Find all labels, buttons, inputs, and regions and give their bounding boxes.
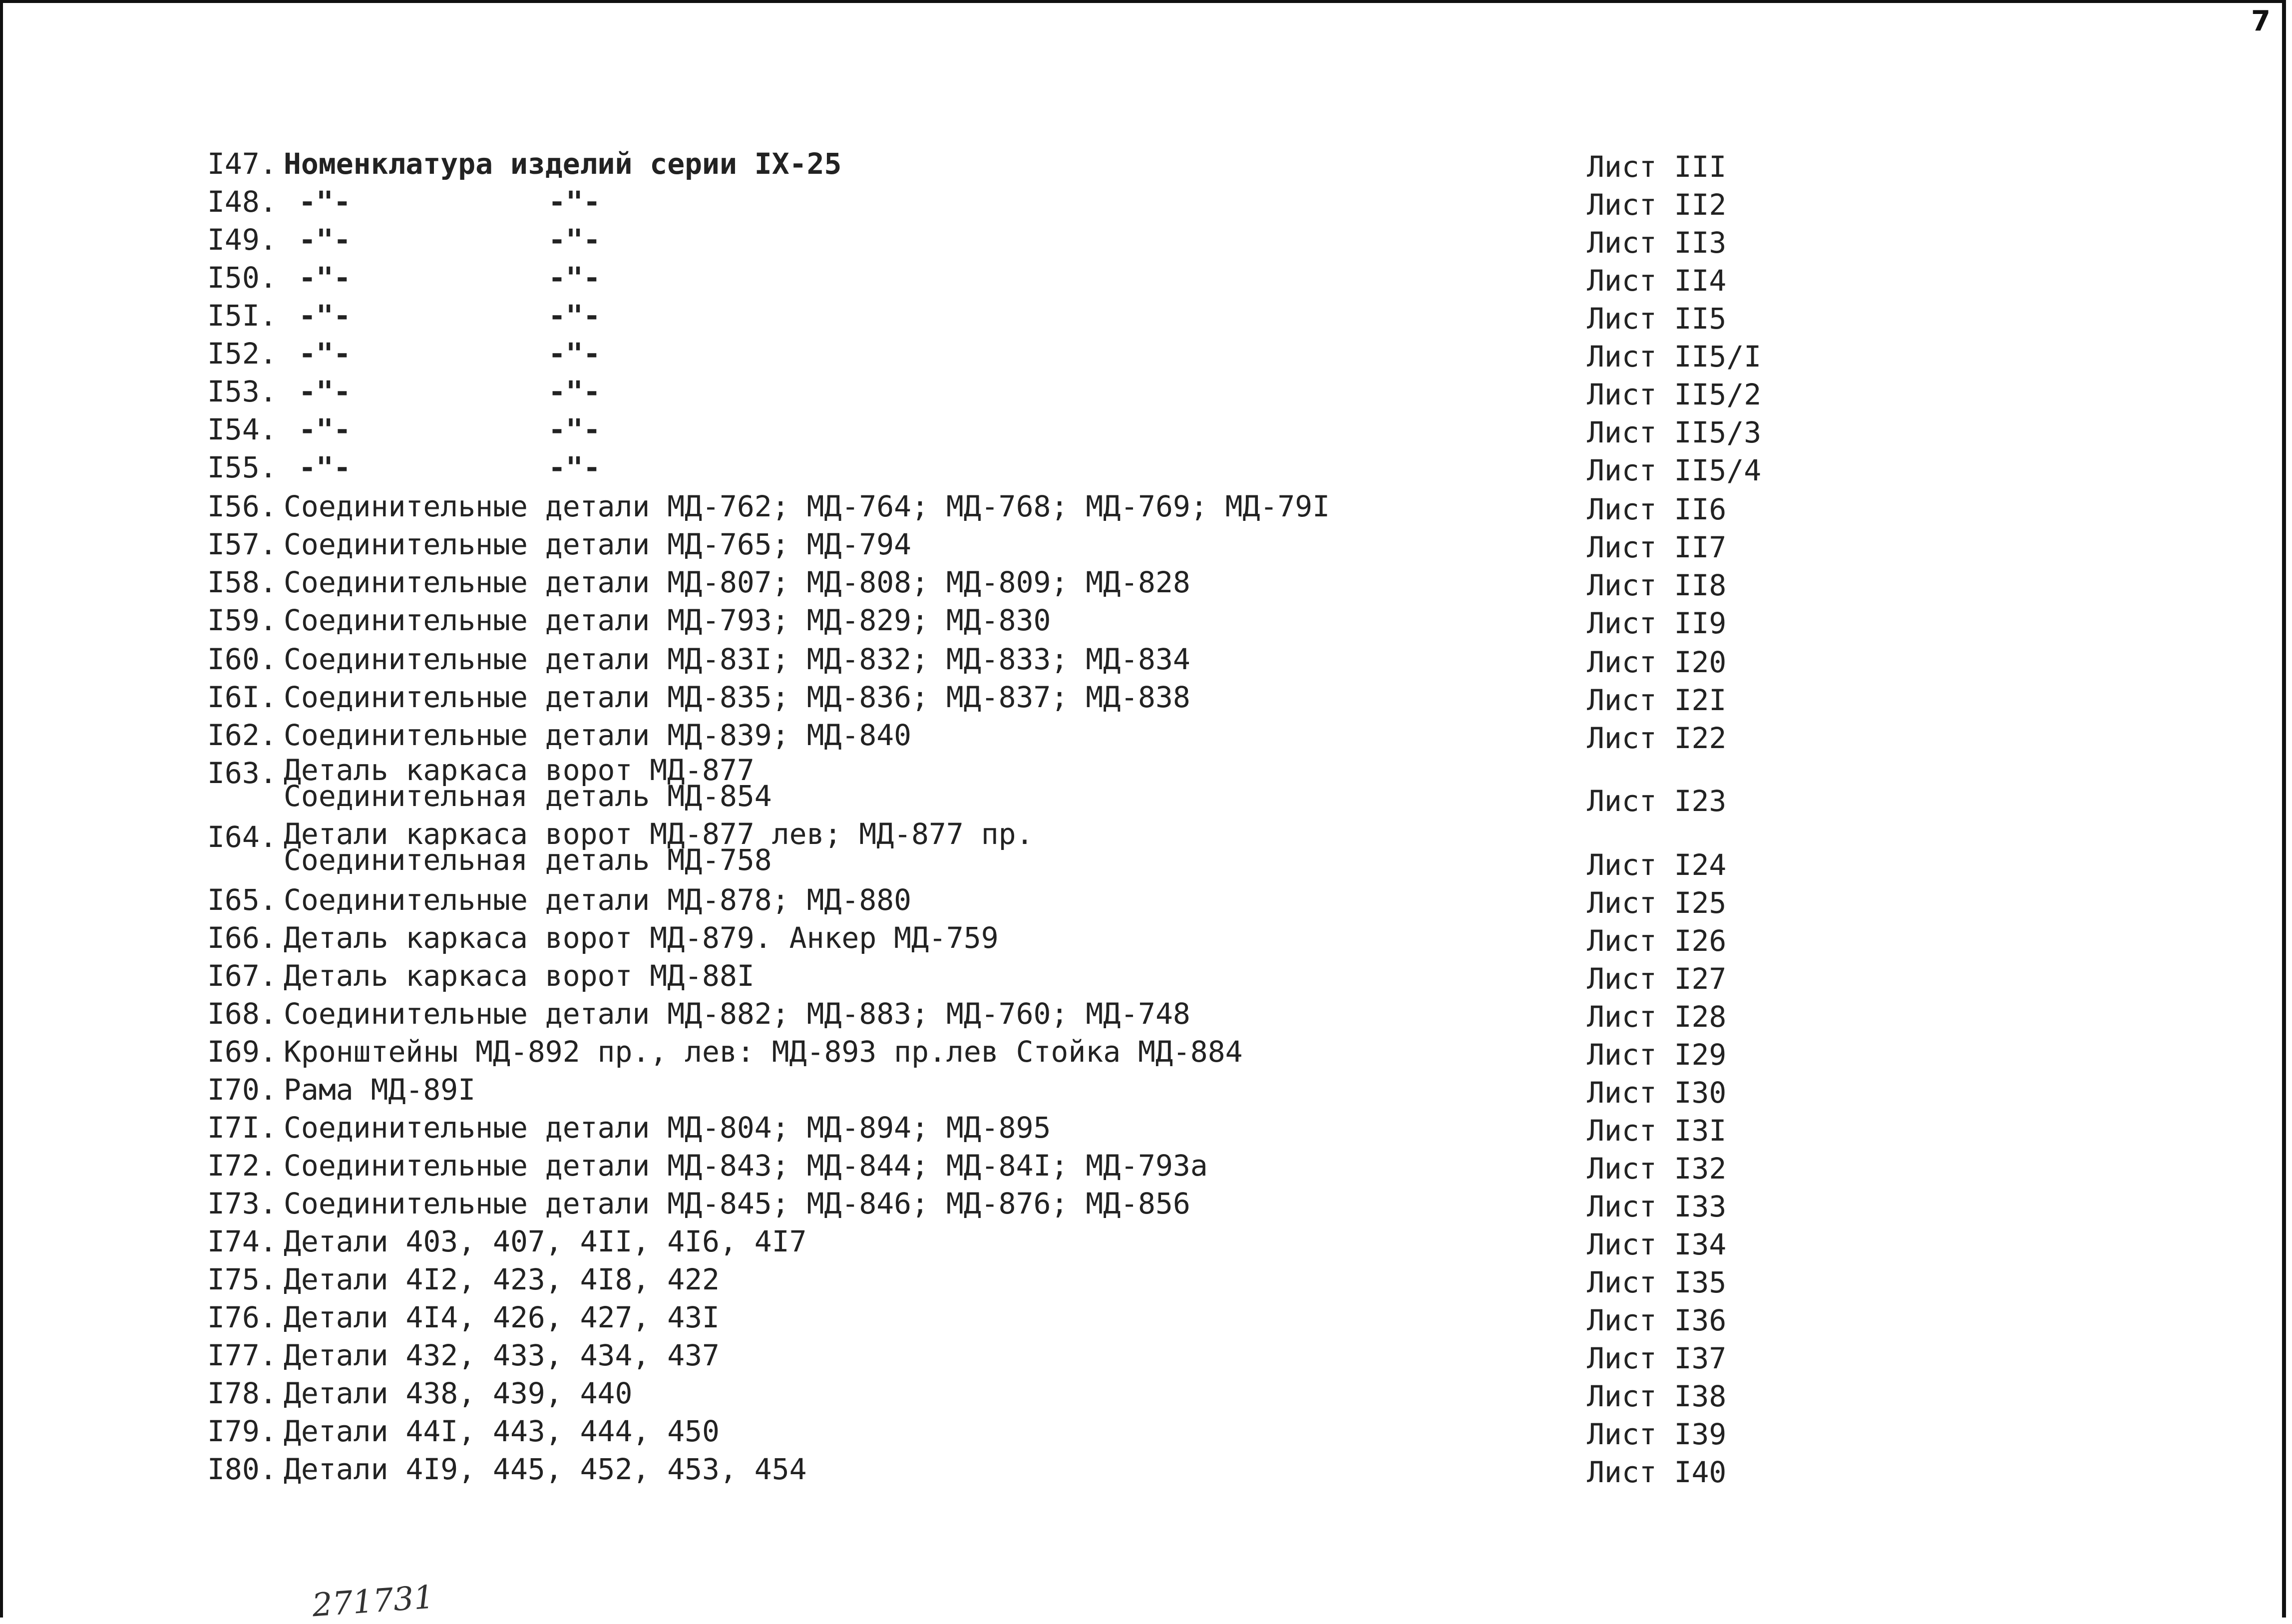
list-item: [0, 1377, 2292, 1412]
item-title: Детали 438, 439, 440: [284, 1376, 633, 1410]
item-sheet: Лист II7: [1587, 530, 1727, 564]
list-item: [0, 1225, 2292, 1260]
item-number: I70.: [207, 1073, 277, 1107]
item-sheet: Лист II2: [1587, 188, 1727, 222]
item-number: I72.: [207, 1149, 277, 1183]
item-sheet: Лист I28: [1587, 1000, 1727, 1034]
item-number: I76.: [207, 1300, 277, 1334]
list-item: [0, 643, 2292, 678]
list-item: [0, 1263, 2292, 1298]
item-title: Соединительные детали МД-793; МД-829; МД-830: [284, 603, 1051, 637]
item-sheet: Лист II3: [1587, 226, 1727, 260]
item-sheet: Лист I2I: [1587, 683, 1727, 717]
item-title: Соединительные детали МД-807; МД-808; МД-809; МД-828: [284, 565, 1190, 599]
item-sheet: Лист II5/3: [1587, 415, 1762, 449]
item-number: I59.: [207, 603, 277, 637]
ditto-mark: -"-: [548, 185, 601, 219]
list-item: [0, 1415, 2292, 1450]
item-sheet: Лист I40: [1587, 1455, 1727, 1489]
item-title: Соединительные детали МД-765; МД-794: [284, 527, 912, 561]
ditto-mark: -"-: [299, 185, 351, 219]
list-item: [0, 1150, 2292, 1185]
item-title: Номенклатура изделий серии IX-25: [284, 147, 842, 181]
item-sheet: Лист II5/2: [1587, 378, 1762, 411]
list-item: [0, 262, 2292, 297]
list-item: [0, 719, 2292, 754]
item-sheet: Лист I23: [1587, 784, 1727, 818]
list-item: [0, 998, 2292, 1033]
item-title: Детали 4I2, 423, 4I8, 422: [284, 1262, 720, 1296]
ditto-mark: -"-: [548, 412, 601, 446]
item-sheet: Лист II4: [1587, 264, 1727, 298]
item-number: I53.: [207, 375, 277, 408]
item-title: [284, 753, 772, 813]
ditto-mark: -"-: [548, 375, 601, 408]
item-number: I80.: [207, 1452, 277, 1486]
item-number: I79.: [207, 1414, 277, 1448]
ditto-mark: -"-: [299, 337, 351, 371]
ditto-mark: -"-: [299, 412, 351, 446]
item-number: I64.: [207, 820, 277, 854]
item-title: Соединительные детали МД-835; МД-836; МД-837; МД-838: [284, 680, 1190, 714]
item-number: I55.: [207, 450, 277, 484]
item-sheet: Лист I22: [1587, 721, 1727, 755]
list-item: [0, 1301, 2292, 1336]
item-title: [284, 817, 1034, 877]
list-item: [0, 753, 2292, 818]
item-sheet: Лист I24: [1587, 848, 1727, 882]
corner-mark: 7: [2251, 5, 2271, 37]
item-sheet: Лист II9: [1587, 606, 1727, 640]
item-title: Деталь каркаса ворот МД-88I: [284, 959, 755, 993]
item-number: I57.: [207, 527, 277, 561]
item-sheet: Лист II6: [1587, 492, 1727, 526]
ditto-mark: -"-: [299, 261, 351, 295]
list-item: [0, 681, 2292, 716]
item-sheet: Лист I37: [1587, 1341, 1727, 1375]
item-sheet: Лист II5/I: [1587, 340, 1762, 374]
item-number: I75.: [207, 1262, 277, 1296]
item-title: Рама МД-89I: [284, 1073, 476, 1107]
item-number: I47.: [207, 147, 277, 181]
item-title: Детали 44I, 443, 444, 450: [284, 1414, 720, 1448]
item-number: I78.: [207, 1376, 277, 1410]
ditto-mark: -"-: [548, 450, 601, 484]
item-number: I7I.: [207, 1111, 277, 1145]
item-number: I48.: [207, 185, 277, 219]
item-title: Детали 432, 433, 434, 437: [284, 1338, 720, 1372]
item-title-line: Соединительная деталь МД-758: [284, 843, 772, 877]
list-item: [0, 224, 2292, 259]
item-sheet: Лист I3I: [1587, 1114, 1727, 1148]
list-item: [0, 338, 2292, 373]
list-item: [0, 451, 2292, 486]
item-title: Соединительные детали МД-882; МД-883; МД-760; МД-748: [284, 997, 1190, 1031]
item-title: Соединительные детали МД-804; МД-894; МД-895: [284, 1111, 1051, 1145]
item-sheet: Лист I25: [1587, 886, 1727, 920]
ditto-mark: -"-: [548, 299, 601, 333]
item-title: Детали 4I9, 445, 452, 453, 454: [284, 1452, 807, 1486]
item-number: I56.: [207, 489, 277, 523]
item-number: I6I.: [207, 680, 277, 714]
list-item: [0, 300, 2292, 335]
item-sheet: Лист I33: [1587, 1190, 1727, 1223]
item-title-line: Деталь каркаса ворот МД-877: [284, 753, 755, 787]
list-item: [0, 1036, 2292, 1071]
item-title: Соединительные детали МД-762; МД-764; МД-768; МД-769; МД-79I: [284, 489, 1330, 523]
ditto-mark: -"-: [548, 261, 601, 295]
item-title: Соединительные детали МД-843; МД-844; МД-84I; МД-793а: [284, 1149, 1208, 1183]
ditto-mark: -"-: [548, 337, 601, 371]
item-title: Деталь каркаса ворот МД-879. Анкер МД-759: [284, 921, 999, 955]
item-sheet: Лист III: [1587, 150, 1727, 184]
item-sheet: Лист I36: [1587, 1303, 1727, 1337]
item-sheet: Лист I30: [1587, 1076, 1727, 1110]
list-item: [0, 884, 2292, 919]
list-item: [0, 490, 2292, 525]
item-number: I50.: [207, 261, 277, 295]
item-title: Кронштейны МД-892 пр., лев: МД-893 пр.лев Стойка МД-884: [284, 1035, 1243, 1069]
item-number: I74.: [207, 1224, 277, 1258]
item-number: I65.: [207, 883, 277, 917]
item-number: I68.: [207, 997, 277, 1031]
item-sheet: Лист I32: [1587, 1152, 1727, 1186]
item-title: Соединительные детали МД-845; МД-846; МД-876; МД-856: [284, 1187, 1190, 1220]
item-number: I67.: [207, 959, 277, 993]
list-item: [0, 186, 2292, 221]
list-item: [0, 1453, 2292, 1488]
item-number: I49.: [207, 223, 277, 257]
item-sheet: Лист I27: [1587, 962, 1727, 996]
item-title: Соединительные детали МД-83I; МД-832; МД-833; МД-834: [284, 642, 1190, 676]
item-sheet: Лист I26: [1587, 924, 1727, 958]
item-sheet: Лист I38: [1587, 1379, 1727, 1413]
item-title: Детали 403, 407, 4II, 4I6, 4I7: [284, 1224, 807, 1258]
list-item: [0, 1188, 2292, 1222]
list-item: [0, 922, 2292, 957]
item-number: I66.: [207, 921, 277, 955]
handwritten-note: 271731: [311, 1579, 435, 1624]
list-item: [0, 604, 2292, 639]
item-sheet: Лист II5: [1587, 302, 1727, 336]
ditto-mark: -"-: [299, 375, 351, 408]
list-item: [0, 960, 2292, 995]
item-number: I54.: [207, 412, 277, 446]
item-number: I73.: [207, 1187, 277, 1220]
item-title: Детали 4I4, 426, 427, 43I: [284, 1300, 720, 1334]
item-title: Соединительные детали МД-878; МД-880: [284, 883, 912, 917]
item-sheet: Лист I20: [1587, 645, 1727, 679]
item-number: I63.: [207, 756, 277, 790]
item-number: I77.: [207, 1338, 277, 1372]
list-item: [0, 817, 2292, 882]
item-sheet: Лист II5/4: [1587, 453, 1762, 487]
item-sheet: Лист I34: [1587, 1227, 1727, 1261]
list-item: [0, 413, 2292, 448]
item-number: I69.: [207, 1035, 277, 1069]
item-title-line: Детали каркаса ворот МД-877 лев; МД-877 пр.: [284, 817, 1034, 851]
list-item: [0, 1074, 2292, 1109]
item-number: I62.: [207, 718, 277, 752]
list-item: [0, 566, 2292, 601]
item-sheet: Лист I39: [1587, 1417, 1727, 1451]
item-sheet: Лист II8: [1587, 568, 1727, 602]
item-number: I52.: [207, 337, 277, 371]
list-item: [0, 376, 2292, 410]
list-item: [0, 528, 2292, 563]
item-number: I5I.: [207, 299, 277, 333]
ditto-mark: -"-: [299, 299, 351, 333]
item-number: I60.: [207, 642, 277, 676]
item-number: I58.: [207, 565, 277, 599]
item-title-line: Соединительная деталь МД-854: [284, 779, 772, 813]
item-sheet: Лист I29: [1587, 1038, 1727, 1072]
list-item: [0, 1339, 2292, 1374]
item-title: Соединительные детали МД-839; МД-840: [284, 718, 912, 752]
ditto-mark: -"-: [548, 223, 601, 257]
list-item: [0, 1112, 2292, 1147]
ditto-mark: -"-: [299, 450, 351, 484]
list-item: [0, 148, 2292, 183]
ditto-mark: -"-: [299, 223, 351, 257]
item-sheet: Лист I35: [1587, 1265, 1727, 1299]
